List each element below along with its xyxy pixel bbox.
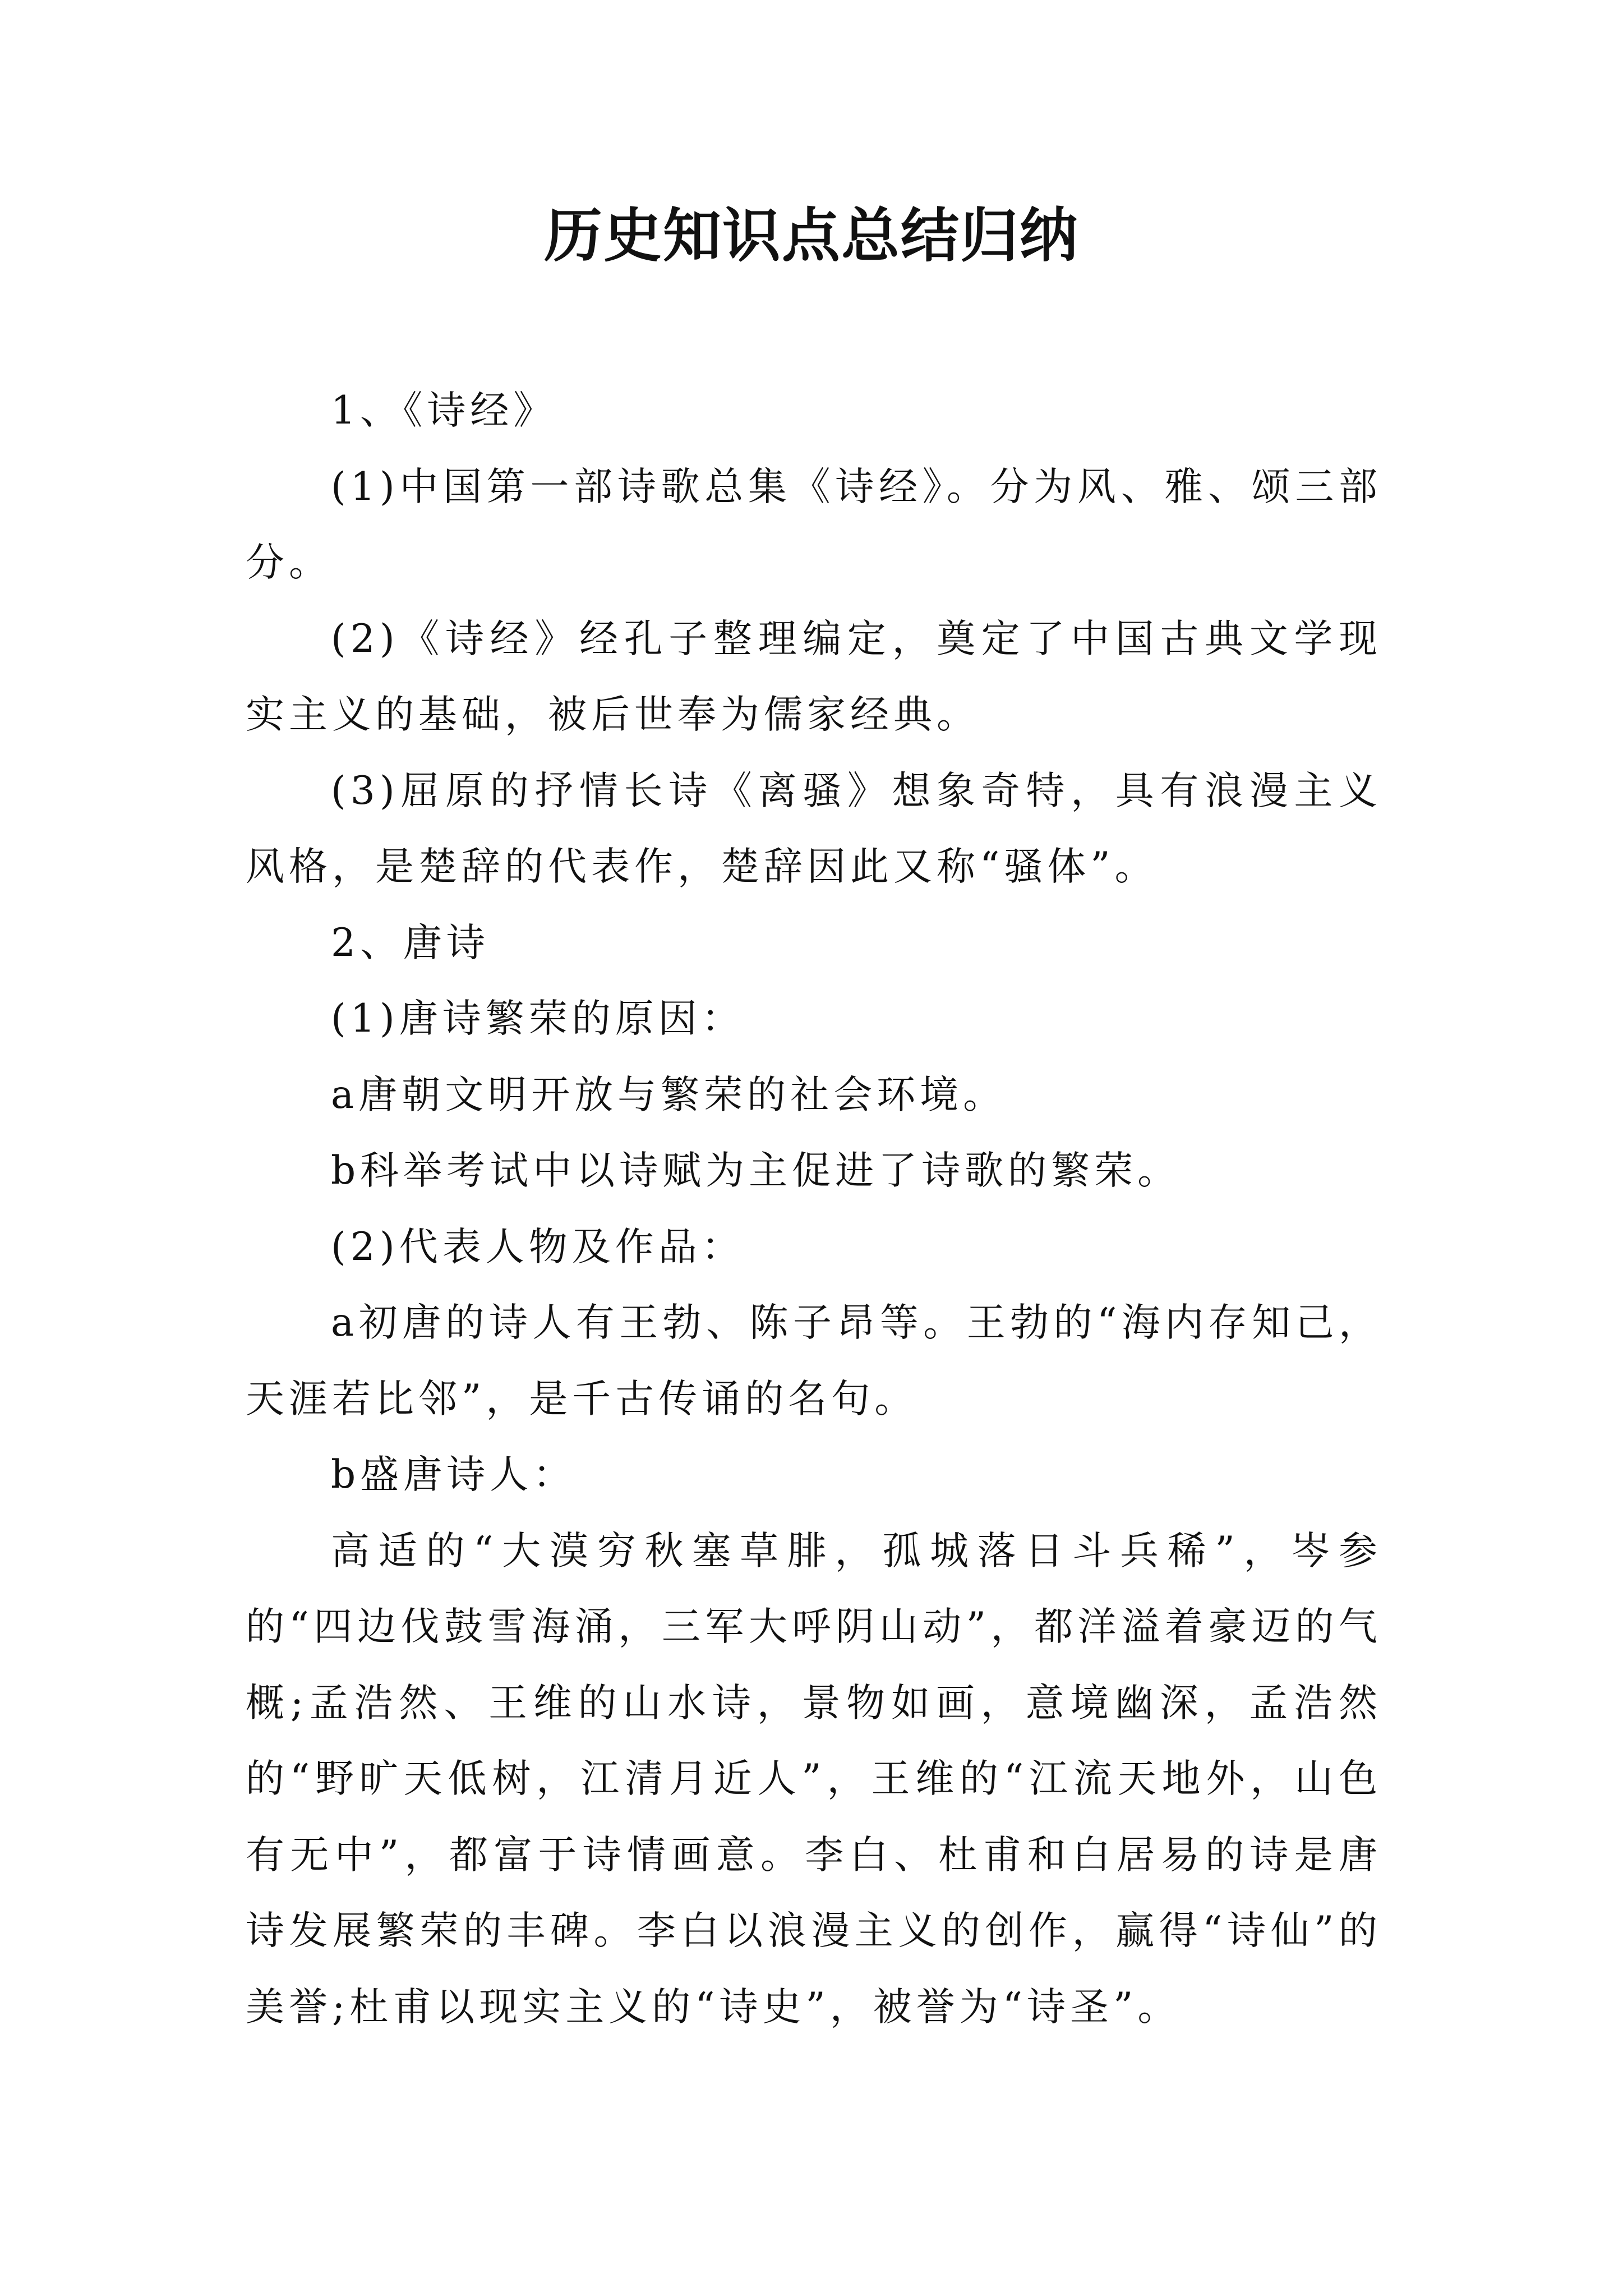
paragraph-tangshi-reasons: (1)唐诗繁荣的原因： — [331, 996, 745, 1041]
paragraph-tangshi-early: a初唐的诗人有王勃、陈子昂等。王勃的“海内存知己，天涯若比邻”，是千古传诵的名句。 — [246, 1300, 1382, 1421]
paragraph-tangshi-poets: 高适的“大漠穷秋塞草腓，孤城落日斗兵稀”，岑参的“四边伐鼓雪海涌，三军大呼阴山动”，都洋溢着豪迈的气概;孟浩然、王维的山水诗，景物如画，意境幽深，孟浩然的“野旷天低树，江清月近人”，王维的“江流天地外，山色有无中”，都富于诗情画意。李白、杜甫和白居易的诗是唐诗发展繁荣的丰碑。李白以浪漫主义的创作，赢得“诗仙”的美誉;杜甫以现实主义的“诗史”，被誉为“诗圣”。 — [246, 1528, 1382, 2030]
document-body — [246, 373, 1382, 2045]
paragraph-tangshi-reason-b: b科举考试中以诗赋为主促进了诗歌的繁荣。 — [331, 1148, 1181, 1193]
paragraph-shijing-2: (2)《诗经》经孔子整理编定，奠定了中国古典文学现实主义的基础，被后世奉为儒家经典。 — [246, 616, 1382, 737]
paragraph-tangshi-high: b盛唐诗人： — [331, 1452, 577, 1497]
heading-shijing: 1、《诗经》 — [331, 388, 557, 433]
paragraph-shijing-3: (3)屈原的抒情长诗《离骚》想象奇特，具有浪漫主义风格，是楚辞的代表作，楚辞因此又称“骚体”。 — [246, 768, 1382, 889]
paragraph-tangshi-reason-a: a唐朝文明开放与繁荣的社会环境。 — [331, 1072, 1007, 1117]
document-title: 历史知识点总结归纳 — [543, 201, 1079, 270]
paragraph-shijing-1: (1)中国第一部诗歌总集《诗经》。分为风、雅、颂三部分。 — [246, 464, 1382, 585]
paragraph-tangshi-figures: (2)代表人物及作品： — [331, 1224, 745, 1269]
heading-tangshi: 2、唐诗 — [331, 920, 490, 965]
